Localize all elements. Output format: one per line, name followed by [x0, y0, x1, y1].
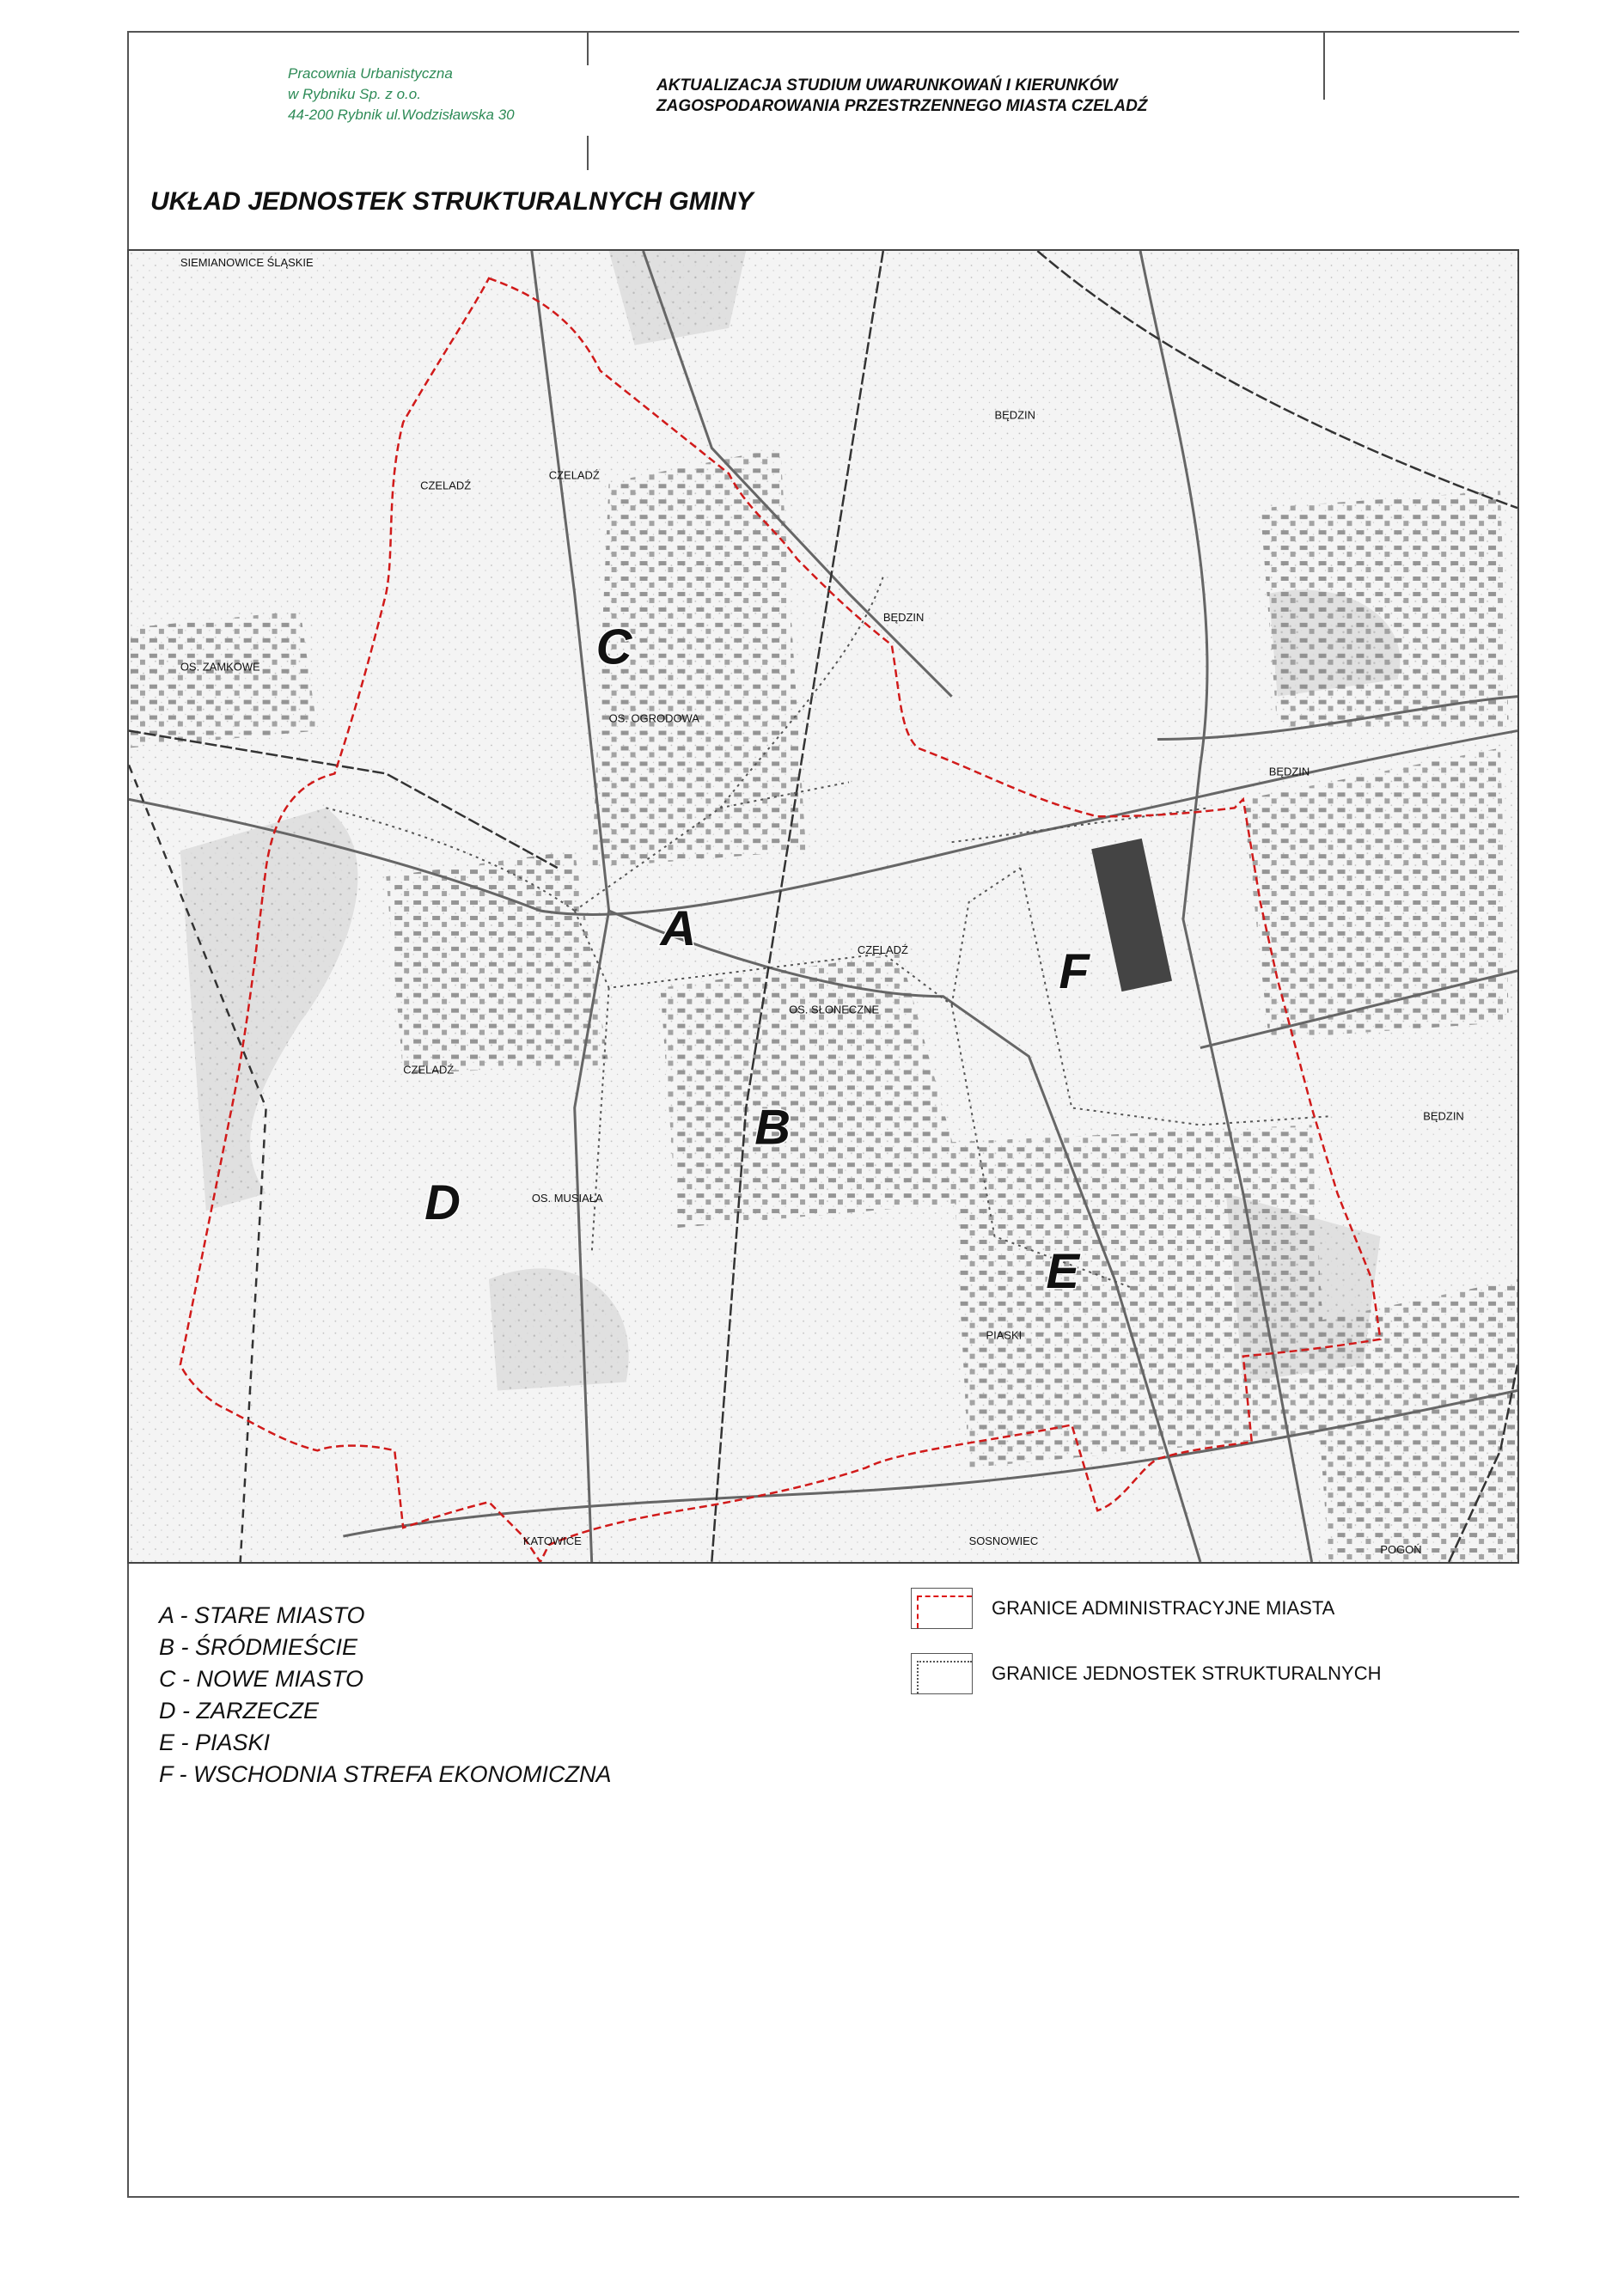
legend-unit-b: B - ŚRÓDMIEŚCIE — [159, 1634, 358, 1660]
legend-unit-e: E - PIASKI — [159, 1730, 271, 1755]
unit-label-b: B — [754, 1100, 791, 1156]
place-bedzin-southeast: BĘDZIN — [1423, 1109, 1464, 1123]
unit-label-c: C — [595, 619, 632, 675]
place-czeladz-2: CZELADŹ — [548, 468, 600, 482]
unit-label-d: D — [424, 1175, 461, 1231]
place-czeladz-1: CZELADŹ — [420, 479, 472, 492]
place-katowice: KATOWICE — [522, 1534, 582, 1548]
admin-boundary-swatch — [911, 1588, 973, 1629]
company-line-3: 44-200 Rybnik ul.Wodzisławska 30 — [288, 107, 515, 123]
unit-label-a: A — [660, 900, 697, 956]
place-bedzin-east: BĘDZIN — [1268, 765, 1310, 778]
header-divider-3 — [1323, 31, 1325, 100]
project-line-1: AKTUALIZACJA STUDIUM UWARUNKOWAŃ I KIERUNKÓW — [656, 76, 1118, 95]
unit-label-f: F — [1059, 943, 1090, 999]
place-sosnowiec: SOSNOWIEC — [968, 1534, 1039, 1548]
header-divider-1 — [587, 31, 589, 65]
place-piaski: PIASKI — [986, 1328, 1023, 1342]
place-czeladz-4: CZELADŹ — [403, 1063, 455, 1077]
legend-unit-a: A - STARE MIASTO — [159, 1602, 365, 1628]
place-czeladz-3: CZELADŹ — [857, 943, 908, 956]
map-canvas — [129, 251, 1517, 1562]
company-line-2: w Rybniku Sp. z o.o. — [288, 86, 421, 102]
project-line-2: ZAGOSPODAROWANIA PRZESTRZENNEGO MIASTA CZELADŹ — [656, 97, 1148, 115]
legend-unit-f: F - WSCHODNIA STREFA EKONOMICZNA — [159, 1761, 612, 1787]
place-os-zamkowe: OS. ZAMKOWE — [180, 660, 260, 674]
place-bedzin-north: BĘDZIN — [994, 408, 1036, 422]
place-os-musiala: OS. MUSIAŁA — [531, 1192, 603, 1205]
unit-label-e: E — [1046, 1243, 1079, 1299]
frame-bottom-rule — [127, 2196, 1519, 2198]
legend-unit-c: C - NOWE MIASTO — [159, 1666, 364, 1692]
unit-boundary-swatch — [911, 1653, 973, 1694]
legend-admin-boundary-label: GRANICE ADMINISTRACYJNE MIASTA — [992, 1597, 1335, 1619]
legend-units — [159, 1600, 612, 1791]
place-os-ogrodowa: OS. OGRODOWA — [608, 711, 699, 725]
legend-admin-boundary — [911, 1588, 1334, 1629]
legend-unit-boundary-label: GRANICE JEDNOSTEK STRUKTURALNYCH — [992, 1663, 1382, 1684]
company-line-1: Pracownia Urbanistyczna — [288, 65, 453, 82]
legend-unit-boundary — [911, 1653, 1382, 1694]
place-pogon: POGOŃ — [1380, 1543, 1422, 1557]
frame-top-rule — [127, 31, 1519, 33]
map-view[interactable] — [127, 249, 1519, 1564]
place-siemianowice: SIEMIANOWICE ŚLĄSKIE — [180, 255, 314, 269]
header-divider-2 — [587, 136, 589, 170]
project-title — [656, 76, 1147, 117]
page-title: UKŁAD JEDNOSTEK STRUKTURALNYCH GMINY — [150, 187, 754, 216]
legend-unit-d: D - ZARZECZE — [159, 1698, 319, 1724]
place-bedzin-center: BĘDZIN — [882, 610, 925, 624]
place-os-sloneczne: OS. SŁONECZNE — [789, 1003, 880, 1016]
company-info — [288, 64, 515, 125]
